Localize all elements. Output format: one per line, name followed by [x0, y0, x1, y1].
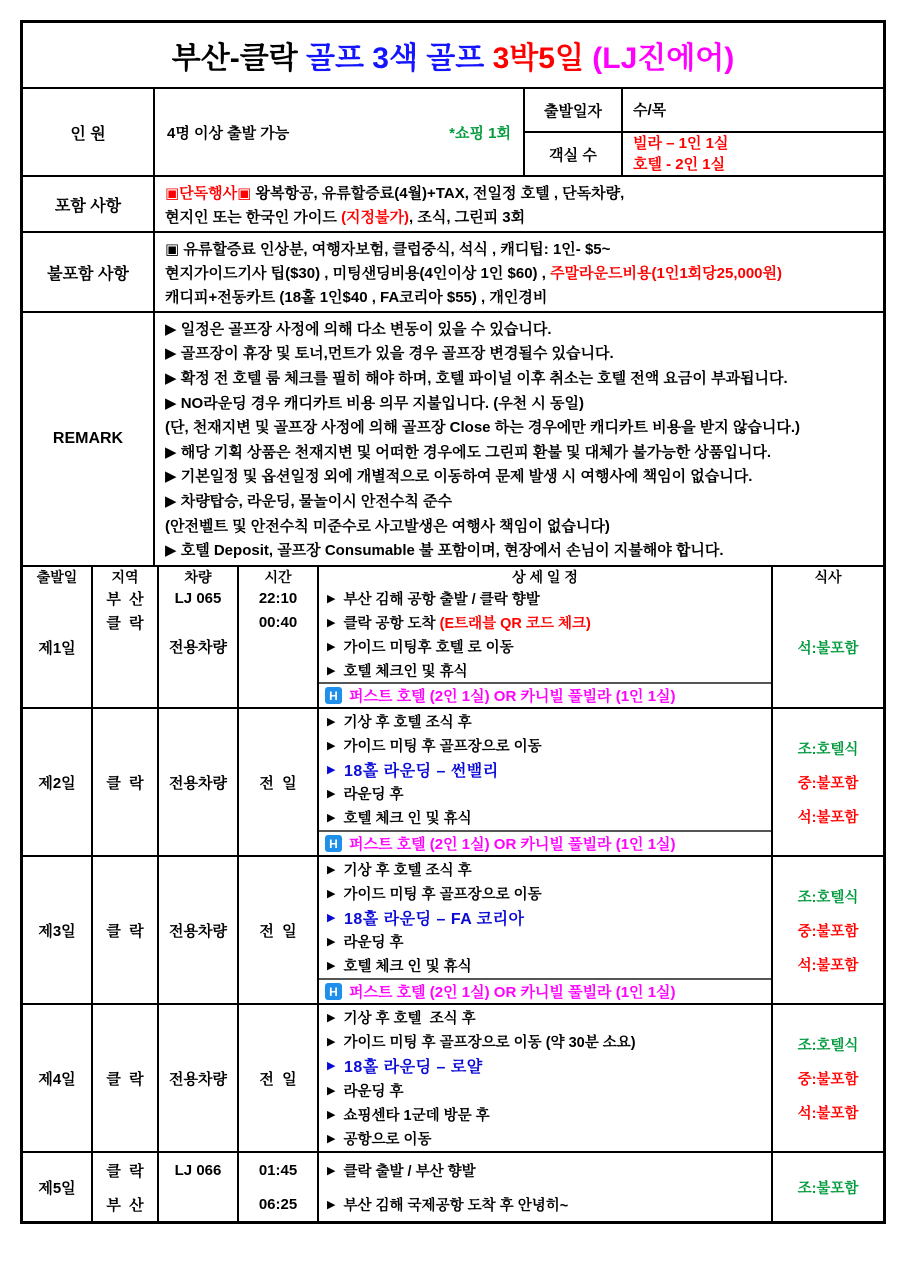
schedule-header-row — [23, 565, 883, 587]
itinerary-item — [319, 1102, 771, 1126]
day-row — [23, 707, 883, 855]
itinerary-item — [319, 806, 771, 830]
arrow-icon: ▶ — [327, 960, 336, 973]
time-cell-line: 00:40 — [258, 614, 298, 632]
vehicle-cell — [157, 1005, 237, 1151]
itinerary-item — [319, 757, 771, 781]
remark-line: ▶ 차량탑승, 라운딩, 물놀이시 안전수칙 준수 — [165, 492, 453, 510]
item-text: 클락 공항 도착 — [343, 616, 440, 633]
excluded-line — [165, 238, 883, 259]
meal-entry: 석:불포함 — [797, 640, 859, 657]
meal-entry: 중:불포함 — [797, 923, 859, 940]
meal-entry: 조:불포함 — [797, 1180, 859, 1197]
itinerary-item — [319, 635, 771, 659]
time-cell — [237, 857, 317, 1003]
item-text: 라운딩 후 — [343, 1083, 404, 1100]
hotel-line — [319, 978, 771, 1003]
detail-cell — [317, 1153, 771, 1221]
arrow-icon: ▶ — [327, 739, 336, 752]
item-text: 클락 출발 / 부산 향발 — [343, 1163, 476, 1180]
remark-label: REMARK — [52, 430, 124, 447]
arrow-icon: ▶ — [327, 640, 336, 653]
item-text: 부산 김해 공항 출발 / 클락 향발 — [343, 592, 540, 609]
meal-entry: 석:불포함 — [797, 957, 859, 974]
header-vehicle: 차량 — [157, 567, 237, 587]
day-row — [23, 1003, 883, 1151]
itinerary-item — [319, 1078, 771, 1102]
included-line2-pre: 현지인 또는 한국인 가이드 — [165, 208, 342, 226]
region-cell-line: 클 락 — [106, 615, 144, 633]
day-label: 제5일 — [38, 1179, 76, 1197]
remark-line: ▶ 호텔 Deposit, 골프장 Consumable 불 포함이며, 현장에서 손님이 지불해야 합니다. — [165, 542, 724, 560]
region-cell — [91, 857, 157, 1003]
time-cell-value: 전 일 — [259, 1070, 297, 1088]
time-cell — [237, 1005, 317, 1151]
arrow-icon: ▶ — [327, 1133, 336, 1146]
detail-cell — [317, 857, 771, 1003]
day-row — [23, 587, 883, 707]
hotel-line — [319, 830, 771, 855]
excluded-line2-pre: 현지가이드기사 팁($30) , 미팅샌딩비용(4인이상 1인 $60) , — [165, 264, 551, 282]
itinerary-item — [319, 1029, 771, 1053]
included-line2-post: , 조식, 그린피 3회 — [409, 208, 526, 226]
departure-rooms-block — [523, 89, 883, 175]
departure-row — [525, 89, 883, 131]
item-text: (E트래블 QR 코드 체크) — [439, 616, 591, 633]
arrow-icon: ▶ — [327, 863, 336, 876]
vehicle-cell-value: 전용차량 — [169, 1070, 227, 1088]
arrow-icon: ▶ — [327, 715, 336, 728]
arrow-icon: ▶ — [327, 887, 336, 900]
detail-cell — [317, 1005, 771, 1151]
item-text: 가이드 미팅 후 골프장으로 이동 — [343, 886, 542, 903]
meals-cell — [771, 1005, 883, 1151]
hotel-icon: H — [325, 835, 342, 852]
meal-entry: 중:불포함 — [797, 775, 859, 792]
itinerary-item — [319, 1153, 771, 1187]
items-area — [319, 587, 771, 682]
title-segment-nights: 3박5일 — [492, 42, 593, 75]
region-cell — [91, 1153, 157, 1221]
time-cell — [237, 709, 317, 855]
meals-cell — [771, 1153, 883, 1221]
time-cell — [237, 587, 317, 707]
item-text: 18홀 라운딩 – FA 코리아 — [343, 911, 525, 928]
remark-line: ▶ 일정은 골프장 사정에 의해 다소 변동이 있을 수 있습니다. — [165, 320, 552, 338]
region-cell-line — [93, 658, 157, 682]
item-text: 부산 김해 국제공항 도착 후 안녕히~ — [343, 1197, 569, 1214]
arrow-icon: ▶ — [327, 1035, 336, 1048]
items-area — [319, 857, 771, 978]
item-text: 18홀 라운딩 – 로얄 — [343, 1059, 483, 1077]
day-label: 제1일 — [38, 639, 76, 657]
rooms-label: 객실 수 — [549, 146, 597, 164]
people-value: 4명 이상 출발 가능 — [167, 124, 290, 142]
time-cell-value: 전 일 — [259, 774, 297, 792]
item-text: 18홀 라운딩 – 썬밸리 — [343, 763, 499, 780]
arrow-icon: ▶ — [327, 1084, 336, 1097]
itinerary-item — [319, 881, 771, 905]
time-cell-line: 01:45 — [258, 1161, 298, 1179]
meal-entry: 석:불포함 — [797, 809, 859, 826]
arrow-icon: ▶ — [327, 593, 336, 606]
itinerary-item — [319, 587, 771, 611]
people-label: 인 원 — [70, 125, 106, 143]
detail-cell — [317, 587, 771, 707]
vehicle-cell-line: LJ 065 — [174, 590, 222, 608]
remark-line: ▶ 확정 전 호텔 룸 체크를 필히 해야 하며, 호텔 파이널 이후 취소는 호텔 전액 요금이 부과됩니다. — [165, 369, 788, 387]
included-row — [23, 175, 883, 231]
departure-value — [621, 89, 883, 131]
item-text: 가이드 미팅후 호텔 로 이동 — [343, 639, 514, 656]
rooms-row — [525, 131, 883, 175]
itinerary-item — [319, 658, 771, 682]
meal-entry: 조:호텔식 — [797, 1037, 859, 1054]
hotel-name: 퍼스트 호텔 (2인 1실) OR 카니빌 풀빌라 (1인 1실) — [349, 688, 676, 705]
vehicle-cell — [157, 587, 237, 707]
itinerary-item — [319, 905, 771, 929]
rooms-line-villa: 빌라 – 1인 1실 — [633, 135, 729, 152]
day-label: 제4일 — [38, 1070, 76, 1088]
hotel-icon: H — [325, 687, 342, 704]
arrow-icon: ▶ — [327, 664, 336, 677]
vehicle-cell — [157, 1153, 237, 1221]
region-cell-line: 부 산 — [106, 591, 144, 609]
day-row — [23, 1151, 883, 1221]
item-text: 라운딩 후 — [343, 787, 404, 804]
region-cell-line — [93, 635, 157, 659]
itinerary-item — [319, 930, 771, 954]
remark-line: ▶ 골프장이 휴장 및 토너,먼트가 있을 경우 골프장 변경될수 있습니다. — [165, 345, 614, 363]
included-line — [165, 206, 883, 227]
itinerary-item — [319, 1187, 771, 1221]
time-cell-line: 06:25 — [258, 1195, 298, 1213]
item-text: 호텔 체크 인 및 휴식 — [343, 959, 472, 976]
itinerary-item — [319, 611, 771, 635]
arrow-icon: ▶ — [327, 617, 336, 630]
item-text: 기상 후 호텔 조식 후 — [343, 862, 472, 879]
remark-line: ▶ NO라운딩 경우 캐디카트 비용 의무 지불입니다. (우천 시 동일) — [165, 394, 584, 412]
schedule-days — [23, 587, 883, 1221]
included-exclusive-tag: ▣단독행사▣ — [165, 184, 252, 202]
hotel-icon: H — [325, 983, 342, 1000]
meals-cell — [771, 709, 883, 855]
region-cell-line: 부 산 — [106, 1196, 144, 1214]
itinerary-item — [319, 1005, 771, 1029]
vehicle-cell-line — [159, 658, 237, 682]
item-text: 가이드 미팅 후 골프장으로 이동 — [343, 738, 542, 755]
detail-cell — [317, 709, 771, 855]
title-segment-airline: (LJ진에어) — [592, 42, 735, 75]
item-text: 쇼핑센타 1군데 방문 후 — [343, 1107, 490, 1124]
itinerary-item — [319, 782, 771, 806]
hotel-name: 퍼스트 호텔 (2인 1실) OR 카니빌 풀빌라 (1인 1실) — [349, 984, 676, 1001]
excluded-line — [165, 286, 883, 307]
item-text: 공항으로 이동 — [343, 1132, 432, 1149]
meal-entry: 중:불포함 — [797, 1071, 859, 1088]
vehicle-cell — [157, 709, 237, 855]
arrow-icon: ▶ — [327, 912, 336, 924]
itinerary-item — [319, 857, 771, 881]
item-text: 호텔 체크인 및 휴식 — [343, 663, 468, 680]
rooms-value — [621, 133, 883, 175]
hotel-line — [319, 682, 771, 707]
title-segment-route: 부산-클락 — [171, 42, 307, 75]
arrow-icon: ▶ — [327, 1164, 336, 1177]
time-cell-line — [239, 635, 317, 659]
arrow-icon: ▶ — [327, 1198, 336, 1211]
items-area — [319, 709, 771, 830]
region-cell-value: 클 락 — [106, 1070, 144, 1088]
shopping-note: *쇼핑 1회 — [449, 124, 511, 142]
region-cell-line: 클 락 — [106, 1162, 144, 1180]
items-area — [319, 1005, 771, 1151]
itinerary-item — [319, 733, 771, 757]
remark-content — [153, 313, 883, 565]
rooms-line-hotel: 호텔 - 2인 1실 — [633, 156, 726, 173]
region-cell — [91, 709, 157, 855]
arrow-icon: ▶ — [327, 1011, 336, 1024]
arrow-icon: ▶ — [327, 1108, 336, 1121]
item-text: 호텔 체크 인 및 휴식 — [343, 811, 472, 828]
day-label: 제3일 — [38, 922, 76, 940]
vehicle-cell-value: 전용차량 — [169, 774, 227, 792]
excluded-line1: ▣ 유류할증료 인상분, 여행자보험, 클럽중식, 석식 , 캐디팁: 1인- $5~ — [165, 240, 611, 258]
remark-line: (안전벨트 및 안전수칙 미준수로 사고발생은 여행사 책임이 없습니다) — [165, 517, 610, 535]
arrow-icon: ▶ — [327, 764, 336, 776]
included-line2-red: (지정불가) — [341, 208, 410, 226]
meal-entry: 석:불포함 — [797, 1105, 859, 1122]
items-area — [319, 1153, 771, 1221]
excluded-line3: 캐디피+전동카트 (18홀 1인$40 , FA코리아 $55) , 개인경비 — [165, 288, 548, 306]
item-text: 기상 후 호텔 조식 후 — [343, 1010, 476, 1027]
excluded-label: 불포함 사항 — [47, 265, 129, 283]
meals-cell — [771, 587, 883, 707]
remark-line: ▶ 해당 기획 상품은 천재지변 및 어떠한 경우에도 그린피 환불 및 대체가 불가능한 상품입니다. — [165, 443, 772, 461]
meal-entry: 조:호텔식 — [797, 741, 859, 758]
header-meals: 식사 — [771, 567, 883, 587]
day-row — [23, 855, 883, 1003]
vehicle-cell-line — [159, 611, 237, 635]
info-row — [23, 87, 883, 175]
included-content — [153, 177, 883, 231]
item-text: 라운딩 후 — [343, 935, 404, 952]
vehicle-cell — [157, 857, 237, 1003]
vehicle-cell-line: LJ 066 — [174, 1161, 222, 1179]
vehicle-cell-line: 전용차량 — [169, 638, 227, 656]
document-title — [23, 23, 883, 87]
region-cell — [91, 1005, 157, 1151]
arrow-icon: ▶ — [327, 788, 336, 801]
header-time: 시간 — [237, 567, 317, 587]
arrow-icon: ▶ — [327, 1060, 336, 1073]
remark-row — [23, 311, 883, 565]
itinerary-item — [319, 709, 771, 733]
header-detail: 상 세 일 정 — [317, 567, 771, 587]
vehicle-cell-value: 전용차량 — [169, 922, 227, 940]
remark-line: (단, 천재지변 및 골프장 사정에 의해 골프장 Close 하는 경우에만 캐디카트 비용을 받지 않습니다.) — [165, 419, 800, 437]
excluded-line2-red: 주말라운드비용(1인1회당25,000원) — [550, 264, 783, 282]
arrow-icon: ▶ — [327, 936, 336, 949]
time-cell-value: 전 일 — [259, 922, 297, 940]
item-text: 기상 후 호텔 조식 후 — [343, 714, 472, 731]
excluded-content — [153, 233, 883, 311]
departure-label: 출발일자 — [544, 102, 602, 120]
item-text: 가이드 미팅 후 골프장으로 이동 (약 30분 소요) — [343, 1034, 636, 1051]
region-cell — [91, 587, 157, 707]
itinerary-item — [319, 1054, 771, 1078]
people-value-cell — [153, 89, 523, 175]
included-line — [165, 182, 883, 203]
time-cell-line — [239, 658, 317, 682]
excluded-line — [165, 262, 883, 283]
arrow-icon: ▶ — [327, 812, 336, 825]
vehicle-cell-line — [159, 1187, 237, 1221]
time-cell — [237, 1153, 317, 1221]
departure-days: 수/목 — [633, 101, 667, 119]
day-label: 제2일 — [38, 774, 76, 792]
hotel-name: 퍼스트 호텔 (2인 1실) OR 카니빌 풀빌라 (1인 1실) — [349, 836, 676, 853]
included-line1-text: 왕복항공, 유류할증료(4월)+TAX, 전일정 호텔 , 단독차량, — [251, 184, 625, 202]
region-cell-value: 클 락 — [106, 774, 144, 792]
title-segment-golf: 골프 3색 골프 — [306, 42, 493, 75]
meal-entry: 조:호텔식 — [797, 889, 859, 906]
header-region: 지역 — [91, 567, 157, 587]
header-departure-day: 출발일 — [36, 569, 78, 585]
itinerary-item — [319, 954, 771, 978]
time-cell-line: 22:10 — [258, 590, 298, 608]
itinerary-document — [20, 20, 886, 1224]
remark-line: ▶ 기본일정 및 옵션일정 외에 개별적으로 이동하여 문제 발생 시 여행사에 책임이 없습니다. — [165, 468, 753, 486]
region-cell-value: 클 락 — [106, 922, 144, 940]
meals-cell — [771, 857, 883, 1003]
included-label: 포함 사항 — [54, 197, 122, 215]
excluded-row — [23, 231, 883, 311]
itinerary-item — [319, 1127, 771, 1151]
